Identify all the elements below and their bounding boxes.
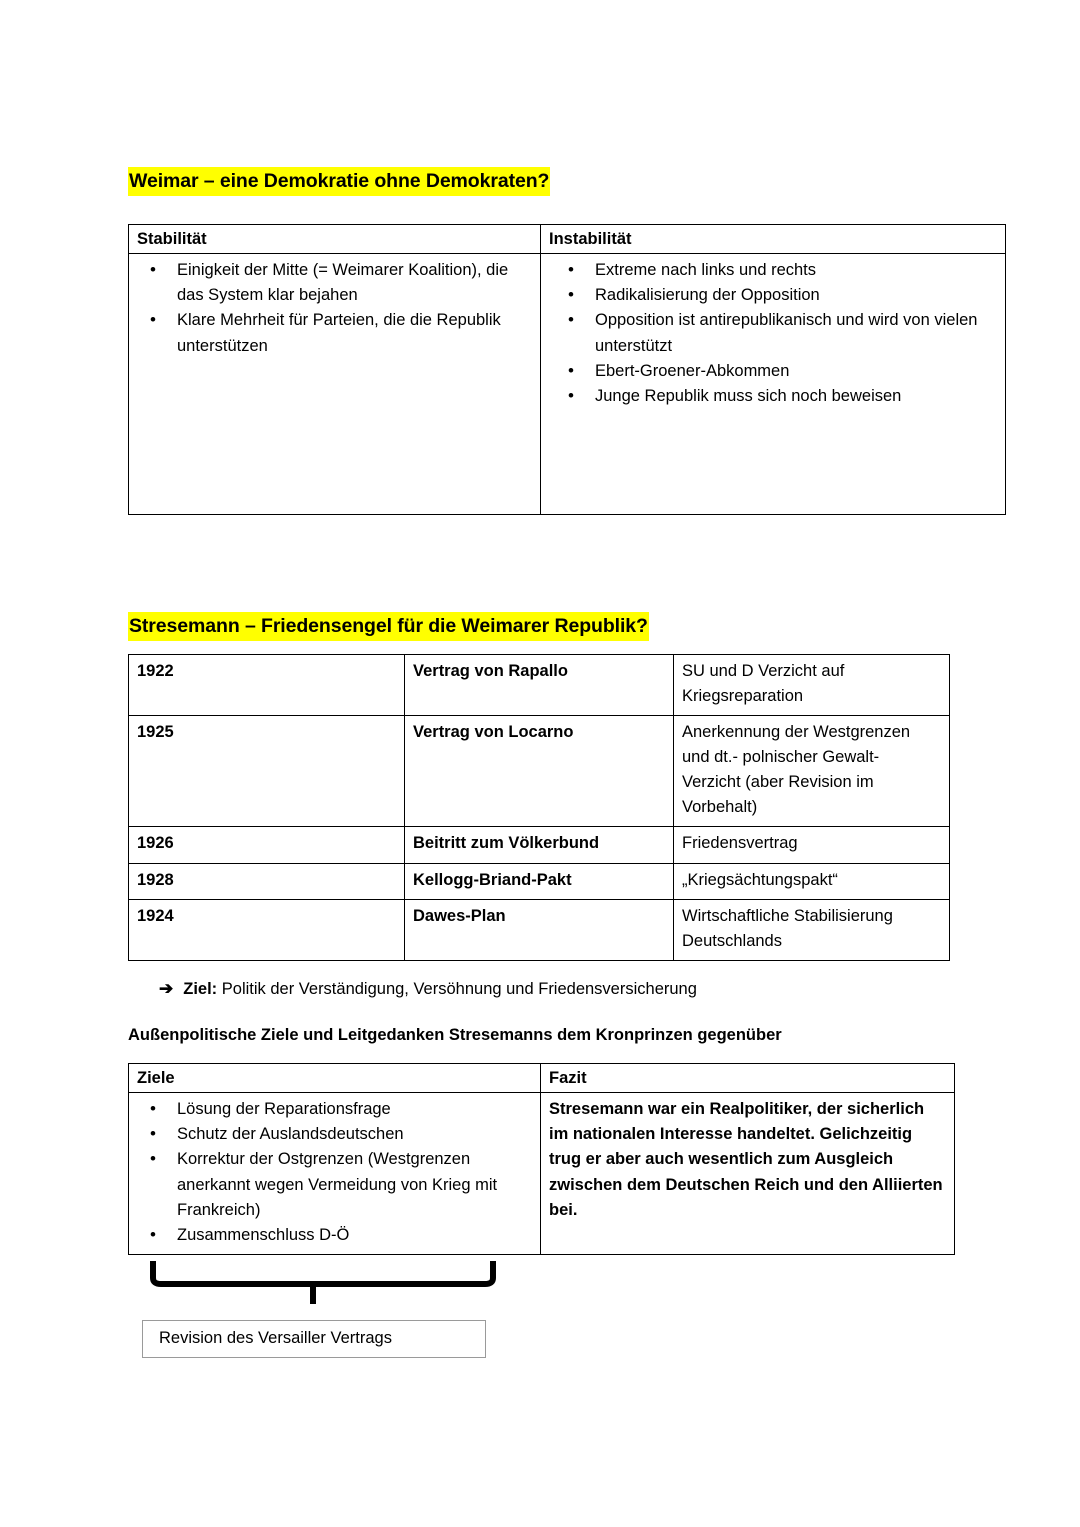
list-item: • Schutz der Auslandsdeutschen xyxy=(137,1122,532,1147)
table-row xyxy=(129,863,950,899)
column-header-ziele: Ziele xyxy=(129,1064,541,1093)
section2-heading-text: Stresemann – Friedensengel für die Weimarer Republik? xyxy=(128,612,649,641)
cell-instabilitaet xyxy=(541,254,1006,515)
conclusion-box xyxy=(142,1320,486,1358)
goal-text: Politik der Verständigung, Versöhnung und Friedensversicherung xyxy=(221,980,697,998)
instabilitaet-list xyxy=(549,258,997,408)
table-row-headers xyxy=(129,1064,955,1093)
cell-treaty: Kellogg-Briand-Pakt xyxy=(405,863,674,899)
cell-ziele xyxy=(129,1093,541,1254)
table-row xyxy=(129,827,950,863)
column-header-stabilitaet: Stabilität xyxy=(129,225,541,254)
goal-line xyxy=(159,979,697,1000)
cell-note: Wirtschaftliche Stabilisierung Deutschlands xyxy=(674,899,950,960)
goals-table xyxy=(128,1063,955,1255)
cell-year: 1926 xyxy=(129,827,405,863)
treaty-table xyxy=(128,654,950,961)
cell-note: Anerkennung der Westgrenzen und dt.- polnischer Gewalt- Verzicht (aber Revision im Vorbehalt) xyxy=(674,716,950,827)
list-item: • Extreme nach links und rechts xyxy=(549,258,997,283)
table-row-headers xyxy=(129,225,1006,254)
right-arrow-icon: ➔ xyxy=(159,979,174,998)
cell-year: 1925 xyxy=(129,716,405,827)
cell-note: „Kriegsächtungspakt“ xyxy=(674,863,950,899)
cell-treaty: Dawes-Plan xyxy=(405,899,674,960)
list-item: • Ebert-Groener-Abkommen xyxy=(549,359,997,384)
cell-stabilitaet xyxy=(129,254,541,515)
table-row xyxy=(129,716,950,827)
list-item: • Klare Mehrheit für Parteien, die die Republik unterstützen xyxy=(137,308,532,358)
column-header-fazit: Fazit xyxy=(541,1064,955,1093)
list-item: • Opposition ist antirepublikanisch und wird von vielen unterstützt xyxy=(549,308,997,358)
cell-note: Friedensvertrag xyxy=(674,827,950,863)
cell-year: 1928 xyxy=(129,863,405,899)
table-row-body xyxy=(129,254,1006,515)
list-item: • Zusammenschluss D-Ö xyxy=(137,1223,532,1248)
column-header-instabilitaet: Instabilität xyxy=(541,225,1006,254)
cell-treaty: Vertrag von Locarno xyxy=(405,716,674,827)
list-item: • Korrektur der Ostgrenzen (Westgrenzen anerkannt wegen Vermeidung von Krieg mit Frankreich) xyxy=(137,1147,532,1222)
list-item: • Junge Republik muss sich noch beweisen xyxy=(549,384,997,409)
ziele-list xyxy=(137,1097,532,1247)
table-row xyxy=(129,655,950,716)
cell-treaty: Beitritt zum Völkerbund xyxy=(405,827,674,863)
section2-heading xyxy=(128,617,649,637)
section1-heading-text: Weimar – eine Demokratie ohne Demokraten? xyxy=(128,167,550,196)
brace-connector-icon xyxy=(145,1258,505,1313)
section1-heading xyxy=(128,172,550,192)
table-row-body xyxy=(129,1093,955,1254)
table-row xyxy=(129,899,950,960)
stabilitaet-list xyxy=(137,258,532,358)
cell-treaty: Vertrag von Rapallo xyxy=(405,655,674,716)
cell-note: SU und D Verzicht auf Kriegsreparation xyxy=(674,655,950,716)
stability-table xyxy=(128,224,1006,515)
conclusion-box-text: Revision des Versailler Vertrags xyxy=(159,1329,392,1348)
list-item: • Radikalisierung der Opposition xyxy=(549,283,997,308)
list-item: • Einigkeit der Mitte (= Weimarer Koalition), die das System klar bejahen xyxy=(137,258,532,308)
goal-label: Ziel: xyxy=(183,980,218,998)
cell-year: 1922 xyxy=(129,655,405,716)
cell-year: 1924 xyxy=(129,899,405,960)
section2-subheading: Außenpolitische Ziele und Leitgedanken Stresemanns dem Kronprinzen gegenüber xyxy=(128,1026,782,1044)
list-item: • Lösung der Reparationsfrage xyxy=(137,1097,532,1122)
cell-fazit: Stresemann war ein Realpolitiker, der sicherlich im nationalen Interesse handeltet. Gelichzeitig trug er aber auch wesentlich zum Ausgleich zwischen dem Deutschen Reich und den Alliierten bei. xyxy=(541,1093,955,1254)
